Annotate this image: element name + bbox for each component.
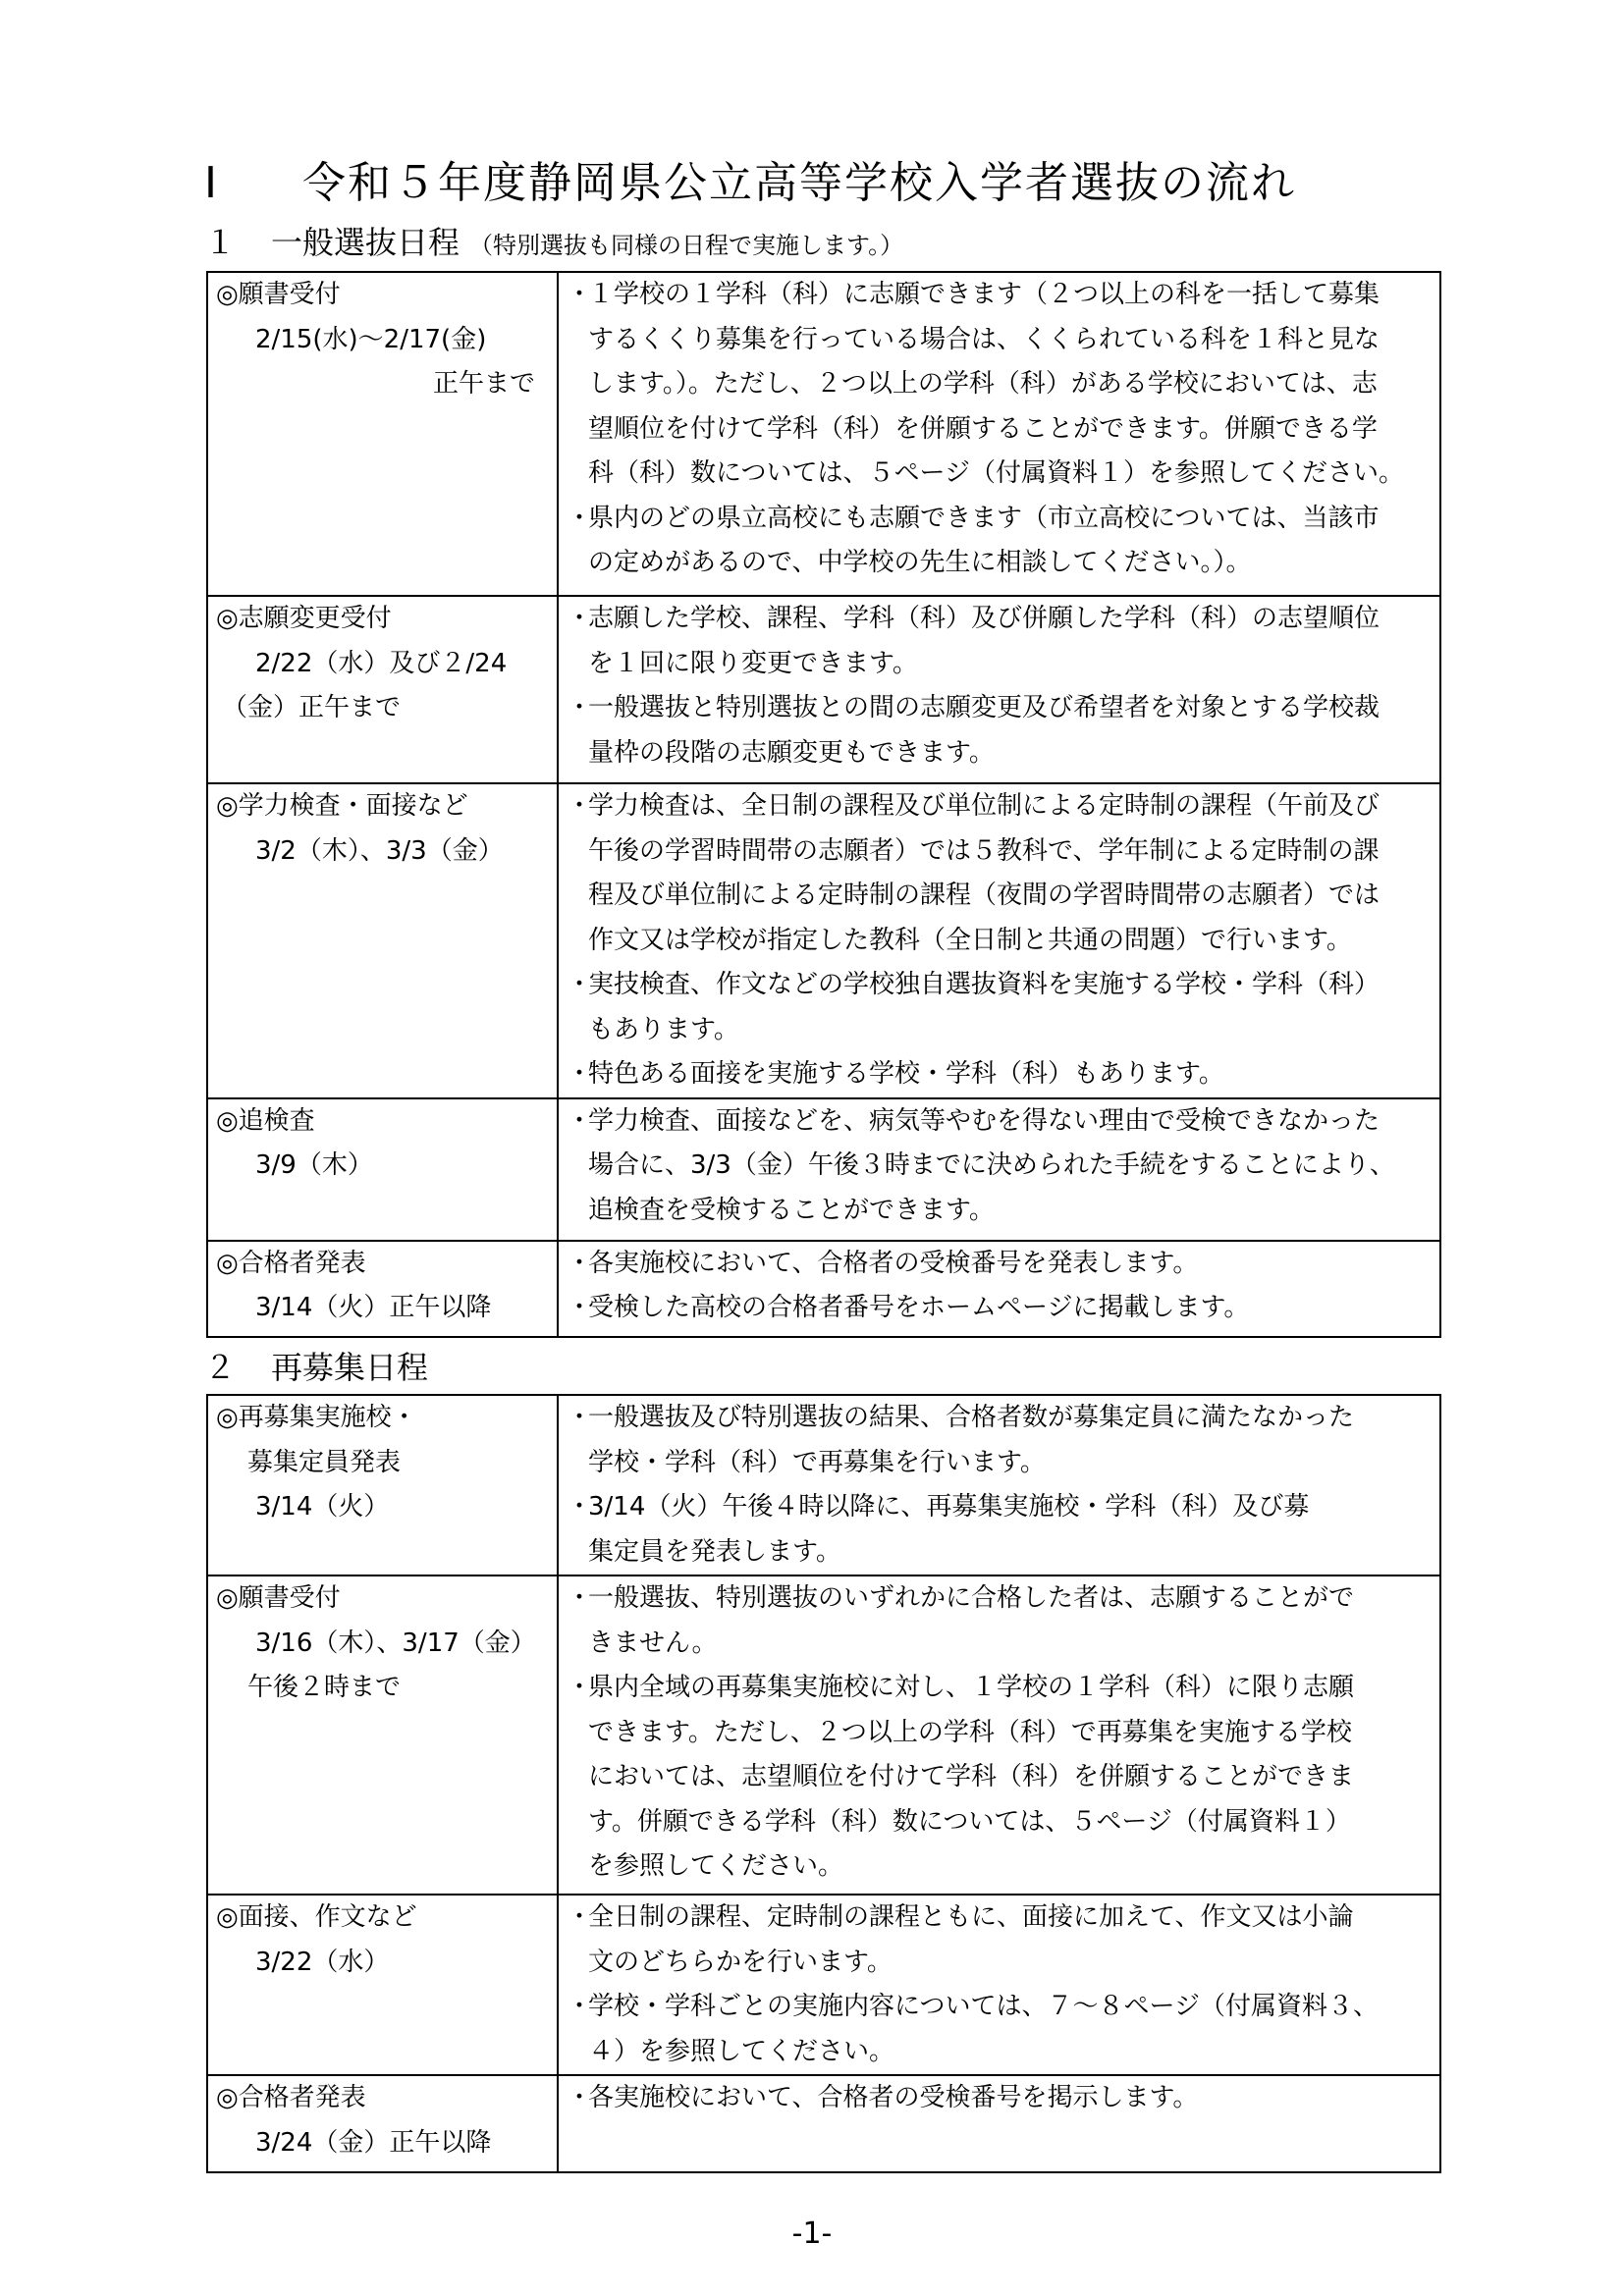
detail-line: 文のどちらかを行います。	[588, 1947, 893, 1977]
bullet-line: ・志願した学校、課程、学科（科）及び併願した学科（科）の志望順位	[559, 597, 1439, 642]
bullet-mark: ・	[567, 1902, 593, 1932]
item-name: ◎学力検査・面接など	[216, 791, 468, 821]
schedule-row	[207, 2075, 1440, 2172]
item-date: 3/14（火）	[255, 1492, 390, 1522]
bullet-mark: ・	[567, 280, 593, 309]
title-number: Ⅰ	[204, 158, 219, 208]
schedule-row	[207, 1575, 1440, 1895]
section2-heading	[204, 1343, 1481, 1388]
detail-line: 科（科）数については、５ページ（付属資料１）を参照してください。	[588, 458, 1404, 488]
schedule-detail-cell	[558, 596, 1440, 783]
detail-line: ４）を参照してください。	[588, 2036, 895, 2066]
bullet-mark: ・	[567, 1492, 593, 1522]
item-date: 3/22（水）	[255, 1947, 390, 1977]
bullet-line: ・県内全域の再募集実施校に対し、１学校の１学科（科）に限り志願	[559, 1666, 1439, 1711]
detail-line: するくくり募集を行っている場合は、くくられている科を１科と見な	[588, 324, 1380, 354]
item-date: 3/9（木）	[255, 1150, 373, 1180]
bullet-mark: ・	[567, 503, 593, 533]
bullet-line: ・実技検査、作文などの学校独自選抜資料を実施する学校・学科（科）	[559, 963, 1439, 1008]
schedule-detail-cell	[558, 1098, 1440, 1241]
bullet-line: ・県内のどの県立高校にも志願できます（市立高校については、当該市	[559, 497, 1439, 542]
bullet-mark: ・	[567, 693, 593, 722]
item-name: ◎追検査	[216, 1105, 315, 1136]
detail-line: できます。ただし、２つ以上の学科（科）で再募集を実施する学校	[588, 1717, 1352, 1747]
schedule-detail-cell	[558, 1895, 1440, 2075]
section1-heading	[204, 218, 1481, 263]
item-name: ◎志願変更受付	[216, 604, 392, 633]
bullet-line: ・全日制の課程、定時制の課程ともに、面接に加えて、作文又は小論	[559, 1896, 1439, 1941]
schedule-row	[207, 1098, 1440, 1241]
bullet-line: ・学校・学科ごとの実施内容については、７～８ページ（付属資料３、	[559, 1985, 1439, 2030]
bullet-mark: ・	[567, 1059, 593, 1089]
detail-line: します。）。ただし、２つ以上の学科（科）がある学校においては、志	[588, 369, 1378, 399]
bullet-mark: ・	[567, 1403, 593, 1432]
schedule-label-cell	[207, 2075, 558, 2172]
item-date-note: 午後２時まで	[247, 1673, 402, 1702]
section1-title: 一般選抜日程	[271, 224, 460, 261]
item-name: ◎面接、作文など	[216, 1902, 417, 1932]
recruitment-table	[206, 1394, 1441, 2173]
detail-line: を参照してください。	[588, 1851, 844, 1881]
detail-line: 午後の学習時間帯の志願者）では５教科で、学年制による定時制の課	[588, 835, 1380, 866]
schedule-label-cell	[207, 1098, 558, 1241]
bullet-line: ・１学校の１学科（科）に志願できます（２つ以上の科を一括して募集	[559, 273, 1439, 318]
detail-line: 量枠の段階の志願変更もできます。	[588, 737, 995, 768]
bullet-mark: ・	[567, 604, 593, 633]
section1-number: １	[204, 224, 237, 261]
schedule-detail-cell	[558, 1575, 1440, 1895]
detail-line: もあります。	[588, 1014, 739, 1044]
schedule-detail-cell	[558, 2075, 1440, 2172]
page-title	[204, 147, 1481, 210]
title-text: 令和５年度静岡県公立高等学校入学者選抜の流れ	[302, 158, 1296, 208]
page-number: -1-	[791, 2216, 833, 2251]
bullet-line: ・受検した高校の合格者番号をホームページに掲載します。	[559, 1286, 1439, 1331]
detail-line: 作文又は学校が指定した教科（全日制と共通の問題）で行います。	[588, 925, 1352, 955]
bullet-mark: ・	[567, 2083, 593, 2112]
item-date-note: （金）正午まで	[222, 693, 402, 722]
section2-title: 再募集日程	[271, 1349, 429, 1386]
detail-line: の定めがあるので、中学校の先生に相談してください。）。	[588, 548, 1252, 577]
item-name: ◎再募集実施校・	[216, 1403, 417, 1432]
detail-line: 集定員を発表します。	[588, 1536, 841, 1567]
bullet-mark: ・	[567, 1293, 593, 1322]
item-date: 3/2（木）、3/3（金）	[255, 835, 504, 866]
bullet-line: ・一般選抜、特別選抜のいずれかに合格した者は、志願することがで	[559, 1576, 1439, 1622]
item-name-cont: 募集定員発表	[247, 1447, 402, 1477]
detail-line: きません。	[588, 1628, 718, 1658]
schedule-row	[207, 272, 1440, 596]
bullet-mark: ・	[567, 1105, 593, 1136]
schedule-detail-cell	[558, 783, 1440, 1098]
schedule-label-cell	[207, 1895, 558, 2075]
detail-line: 学校・学科（科）で再募集を行います。	[588, 1447, 1046, 1477]
section1-note: （特別選抜も同様の日程で実施します。）	[469, 232, 904, 259]
bullet-mark: ・	[567, 1583, 593, 1613]
bullet-line: ・各実施校において、合格者の受検番号を発表します。	[559, 1242, 1439, 1287]
detail-line: を１回に限り変更できます。	[588, 648, 918, 678]
general-selection-table	[206, 271, 1441, 1338]
schedule-label-cell	[207, 783, 558, 1098]
item-date-note: 正午まで	[432, 369, 535, 399]
schedule-row	[207, 596, 1440, 783]
bullet-mark: ・	[567, 1248, 593, 1278]
schedule-label-cell	[207, 272, 558, 596]
schedule-row	[207, 1395, 1440, 1575]
detail-line: 望順位を付けて学科（科）を併願することができます。併願できる学	[588, 413, 1378, 444]
schedule-label-cell	[207, 1575, 558, 1895]
schedule-label-cell	[207, 596, 558, 783]
detail-line: 場合に、3/3（金）午後３時までに決められた手続をすることにより、	[588, 1150, 1395, 1180]
section2-number: ２	[204, 1349, 237, 1386]
item-date: 3/16（木）、3/17（金）	[255, 1628, 536, 1658]
detail-line: においては、志望順位を付けて学科（科）を併願することができま	[588, 1762, 1355, 1791]
bullet-line: ・学力検査は、全日制の課程及び単位制による定時制の課程（午前及び	[559, 784, 1439, 829]
item-date: 2/22（水）及び２/24	[255, 648, 508, 678]
item-date: 2/15(水)～2/17(金)	[255, 324, 487, 354]
schedule-detail-cell	[558, 1241, 1440, 1337]
schedule-row	[207, 1241, 1440, 1337]
schedule-label-cell	[207, 1241, 558, 1337]
bullet-line: ・一般選抜及び特別選抜の結果、合格者数が募集定員に満たなかった	[559, 1396, 1439, 1441]
item-name: ◎合格者発表	[216, 1248, 366, 1278]
bullet-line: ・一般選抜と特別選抜との間の志願変更及び希望者を対象とする学校裁	[559, 686, 1439, 731]
bullet-line: ・特色ある面接を実施する学校・学科（科）もあります。	[559, 1052, 1439, 1097]
bullet-mark: ・	[567, 791, 593, 821]
item-date: 3/14（火）正午以降	[255, 1293, 492, 1322]
item-name: ◎合格者発表	[216, 2083, 366, 2112]
detail-line: 追検査を受検することができます。	[588, 1195, 995, 1225]
bullet-line: ・各実施校において、合格者の受検番号を掲示します。	[559, 2076, 1439, 2121]
schedule-label-cell	[207, 1395, 558, 1575]
item-date: 3/24（金）正午以降	[255, 2127, 492, 2158]
item-name: ◎願書受付	[216, 280, 341, 309]
item-name: ◎願書受付	[216, 1583, 341, 1613]
bullet-mark: ・	[567, 970, 593, 999]
bullet-line: ・学力検査、面接などを、病気等やむを得ない理由で受検できなかった	[559, 1099, 1439, 1145]
bullet-mark: ・	[567, 1673, 593, 1702]
bullet-line: ・3/14（火）午後４時以降に、再募集実施校・学科（科）及び募	[559, 1485, 1439, 1530]
schedule-detail-cell	[558, 272, 1440, 596]
schedule-row	[207, 1895, 1440, 2075]
detail-line: す。併願できる学科（科）数については、５ページ（付属資料１）	[588, 1806, 1351, 1837]
schedule-detail-cell	[558, 1395, 1440, 1575]
schedule-row	[207, 783, 1440, 1098]
bullet-mark: ・	[567, 1992, 593, 2021]
detail-line: 程及び単位制による定時制の課程（夜間の学習時間帯の志願者）では	[588, 881, 1380, 910]
